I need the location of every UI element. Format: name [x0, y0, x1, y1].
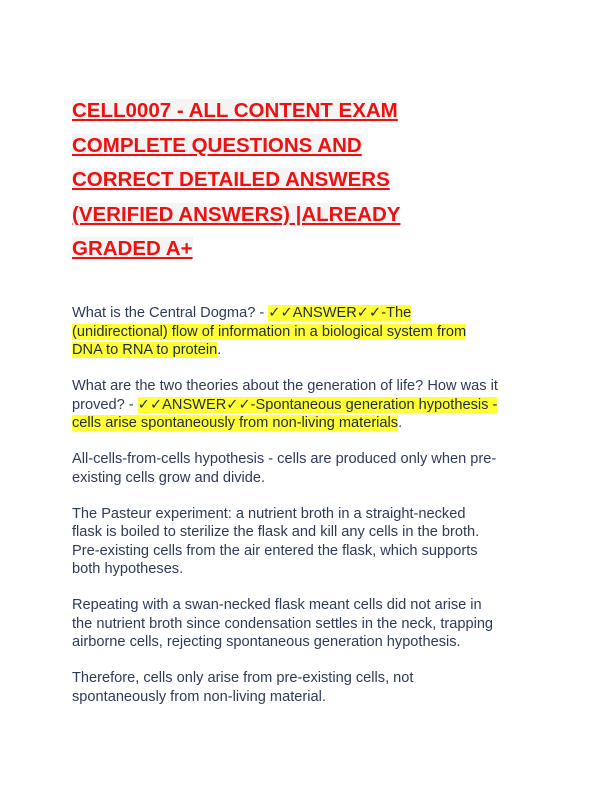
document-body: [72, 304, 542, 724]
answer-highlight: ✓✓ANSWER✓✓-The: [268, 305, 412, 321]
title-line: GRADED A+: [72, 237, 193, 260]
text-line: All-cells-from-cells hypothesis - cells are produced only when pre-: [72, 451, 497, 467]
text-line: [72, 341, 542, 360]
answer-highlight: cells arise spontaneously from non-living materials: [72, 415, 399, 431]
text-line: spontaneously from non-living material.: [72, 688, 326, 705]
sentence-end: .: [398, 415, 403, 431]
title-line: (VERIFIED ANSWERS) |ALREADY: [72, 202, 401, 226]
answer-highlight: ✓✓ANSWER✓✓-Spontaneous generation hypothesis -: [137, 396, 498, 413]
title-line: COMPLETE QUESTIONS AND: [72, 133, 362, 157]
question-text: proved? -: [72, 396, 138, 413]
text-line: [72, 377, 542, 396]
text-line: [72, 414, 542, 433]
text-line: Therefore, cells only arise from pre-existing cells, not: [72, 670, 414, 686]
paragraph-swan-necked-flask: [72, 596, 542, 652]
text-line: existing cells grow and divide.: [72, 469, 266, 486]
text-line: [72, 396, 542, 415]
text-line: both hypotheses.: [72, 561, 184, 577]
qa-central-dogma: [72, 304, 542, 360]
paragraph-pasteur-experiment: [72, 505, 542, 579]
text-line: Pre-existing cells from the air entered the flask, which supports: [72, 542, 478, 559]
answer-highlight: (unidirectional) flow of information in a biological system from: [72, 323, 467, 340]
text-line: the nutrient broth since condensation settles in the neck, trapping: [72, 615, 494, 632]
qa-generation-of-life: [72, 377, 542, 433]
text-line: [72, 304, 542, 323]
paragraph-conclusion: [72, 669, 542, 706]
text-line: flask is boiled to sterilize the flask and kill any cells in the broth.: [72, 524, 480, 540]
text-line: The Pasteur experiment: a nutrient broth in a straight-necked: [72, 505, 466, 522]
text-line: airborne cells, rejecting spontaneous generation hypothesis.: [72, 634, 461, 650]
sentence-end: .: [217, 342, 222, 358]
question-text: What is the Central Dogma? -: [72, 305, 269, 321]
question-text: What are the two theories about the generation of life? How was it: [72, 378, 498, 394]
text-line: Repeating with a swan-necked flask meant cells did not arise in: [72, 597, 482, 613]
title-line: CELL0007 - ALL CONTENT EXAM: [72, 99, 398, 122]
document-title: [72, 94, 542, 267]
text-line: [72, 323, 542, 342]
answer-highlight: DNA to RNA to protein: [72, 342, 218, 358]
paragraph-all-cells-hypothesis: [72, 450, 542, 487]
title-line: CORRECT DETAILED ANSWERS: [72, 168, 390, 191]
